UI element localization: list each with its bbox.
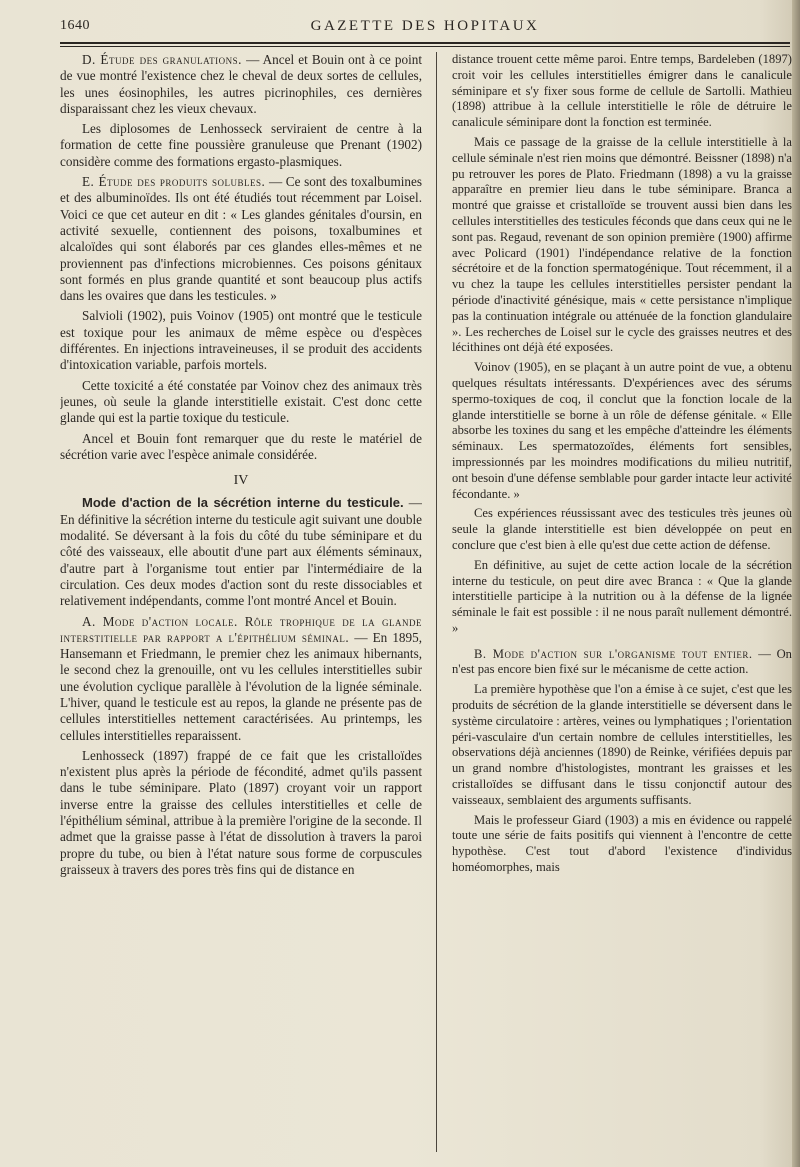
paragraph: Ces expériences réussissant avec des testicules très jeunes où seule la glande interstitielle est bien développée on peut en conclure que c'est bien à elle qu'est due cette action de défense. <box>452 506 792 552</box>
column-divider <box>436 52 437 1152</box>
page-edge-shadow <box>792 0 800 1167</box>
left-column <box>60 52 422 1152</box>
paragraph-text: — En définitive la sécrétion interne du testicule agit suivant une double modalité. Se déversant à la fois du côté du tube séminipare et du côté des vaisseaux, elle aboutit d'une part aux éléments séminaux, d'autre part à l'organisme tout entier par l'intermédiaire de la circulation. Ces deux modes d'action sont du reste dissociables et relativement indépendants, comme l'ont montré Ancel et Bouin. <box>60 495 422 609</box>
paragraph: distance trouent cette même paroi. Entre temps, Bardeleben (1897) croit voir les cellules interstitielles émigrer dans le canalicule séminipare et s'y fixer sous forme de cellule de Sartolli. Mathieu (1898) attribue à la cellule interstitielle le rôle de détruire le canalicule séminipare dont la fonction est terminée. <box>452 52 792 130</box>
section-lead-b: B. Mode d'action sur l'organisme tout entier. <box>474 646 753 661</box>
paragraph: Voinov (1905), en se plaçant à un autre point de vue, a obtenu quelques résultats intéressants. D'expériences avec des sérums spermo-toxiques de coq, il conclut que la fonction locale de la glande interstitielle se borne à un rôle de défense génitale. « Elle absorbe les toxines du sang et les empêche d'atteindre les éléments séminaux. Les spermatozoïdes, éléments fort sensibles, impressionnés par les moindres modifications du milieu nutritif, ont besoin d'une défense semblable pour garder intacte leur activité fécondante. » <box>452 360 792 501</box>
header-rule <box>60 42 790 44</box>
paragraph: Les diplosomes de Lenhosseck serviraient de centre à la formation de cette fine poussière granuleuse que Prenant (1902) considère comme des formations ergasto-plasmiques. <box>60 121 422 169</box>
paragraph-text: — On n'est pas encore bien fixé sur le mécanisme de cette action. <box>452 646 792 677</box>
running-title: GAZETTE DES HOPITAUX <box>310 18 540 34</box>
header-rule-thin <box>60 46 790 47</box>
section-lead-d: D. Étude des granulations. <box>82 52 242 67</box>
section-lead-e: E. Étude des produits solubles. <box>82 174 266 190</box>
section-number: IV <box>233 473 249 489</box>
section-lead-a: A. Mode d'action locale. Rôle trophique de la glande interstitielle par rapport a l'épithélium séminal. <box>60 613 422 645</box>
paragraph: La première hypothèse que l'on a émise à ce sujet, c'est que les produits de sécrétion de la glande interstitielle se déversent dans le système circulatoire : artères, veines ou lymphatiques ; l'orientation péri-vasculaire d'un certain nombre de cellules interstitielles, les observations déjà anciennes (1890) de Reinke, vérifiées depuis par un grand nombre d'histologistes, montrant les graisses et les cristalloïdes se diffusant dans le tissu conjonctif autour des vaisseaux, semblaient des arguments suffisants. <box>452 682 792 807</box>
paragraph: Mais ce passage de la graisse de la cellule interstitielle à la cellule séminale n'est rien moins que démontré. Beissner (1898) n'a pu retrouver les pores de Plato. Friedmann (1898) a vu la graisse apparaître en premier lieu dans le tube séminipare. Branca a montré que graisse et cristalloïde se trouvent aussi bien dans les cellules interstitielles des testicules féconds que dans ceux qui ne le sont pas. Regaud, revenant de son opinion première (1900) affirme avec Policard (1901) l'indépendance relative de la fonction sécrétoire et de la fonction spermatogénique. Tout récemment, il a vu chez la taupe les cellules interstitielles persister pendant la période d'inactivité génésique, mais « cette persistance n'implique pas la continuation intégrale ou atténuée de la fonction glandulaire ». Les recherches de Loisel sur le cycle des graisses neutres et des lécithines ont déjà été exposées. <box>452 134 792 355</box>
section-heading: Mode d'action de la sécrétion interne du testicule. <box>82 495 404 511</box>
paragraph: Lenhosseck (1897) frappé de ce fait que les cristalloïdes n'existent plus après la période de fécondité, admet qu'ils passent dans le tube séminipare. Plato (1897) croyant voir un rapport inverse entre la graisse des cellules interstitielles et celle de l'épithélium séminal, attribue à la première l'origine de la seconde. Il admet que la graisse passe à l'état de dissolution à travers la paroi propre du tube, ou bien à l'état nature sous forme de corpuscules graisseux à travers des pores très fins qui de distance en <box>60 747 422 877</box>
paragraph: Mais le professeur Giard (1903) a mis en évidence ou rappelé toute une série de faits positifs qui viennent à l'encontre de cette hypothèse. C'est tout d'abord l'existence d'individus homéomorphes, mais <box>452 812 792 875</box>
paragraph: Cette toxicité a été constatée par Voinov chez des animaux très jeunes, où seule la glande interstitielle existait. C'est donc cette glande qui est la partie toxique du testicule. <box>60 377 422 426</box>
right-column <box>452 52 792 1152</box>
paragraph-text: — En 1895, Hansemann et Friedmann, le premier chez les animaux hibernants, le second chez la grenouille, ont vu les cellules interstitielles subir une évolution cyclique parallèle à l'évolution de la lignée séminale. L'hiver, quand le testicule est au repos, la glande ne présente pas de cellules interstitielles nettement caractérisées. Au printemps, les cellules interstitielles reparaissent. <box>60 629 422 743</box>
page-header <box>60 14 790 44</box>
paragraph: Salvioli (1902), puis Voinov (1905) ont montré que le testicule est toxique pour les animaux de même espèce ou d'espèces différentes. En injections intraveineuses, il se produit des accidents d'intoxication variable, parfois mortels. <box>60 308 422 373</box>
paragraph: En définitive, au sujet de cette action locale de la sécrétion interne du testicule, on peut dire avec Branca : « Que la glande interstitielle participe à la nutrition ou à la défense de la lignée séminale le fait est possible : il ne nous paraît nullement démontré. » <box>452 557 792 635</box>
paragraph-text: — Ancel et Bouin ont à ce point de vue montré l'existence chez le cheval de deux sortes de cellules, les unes éosinophiles, les autres picrinophiles, ces dernières disparaissant chez les vieux chevaux. <box>60 52 422 116</box>
paragraph-text: — Ce sont des toxalbumines et des albuminoïdes. Ils ont été étudiés tout récemment par Loisel. Voici ce que cet auteur en dit : « Les glandes génitales d'oursin, en activité sexuelle, contiennent des poisons, toxalbumines et alcaloïdes qui sont élaborés par ces glandes elles-mêmes et ne proviennent pas d'infections microbiennes. Ces poisons génitaux sont formés en plus grande quantité et sont beaucoup plus actifs dans les ovaires que dans les testicules. » <box>60 174 422 304</box>
paragraph <box>60 174 422 304</box>
paragraph <box>60 495 422 609</box>
page-number: 1640 <box>60 18 90 33</box>
paragraph <box>452 647 792 679</box>
paragraph: Ancel et Bouin font remarquer que du reste le matériel de sécrétion varie avec l'espèce animale considérée. <box>60 430 422 462</box>
paragraph <box>60 52 422 117</box>
paragraph <box>60 614 422 744</box>
